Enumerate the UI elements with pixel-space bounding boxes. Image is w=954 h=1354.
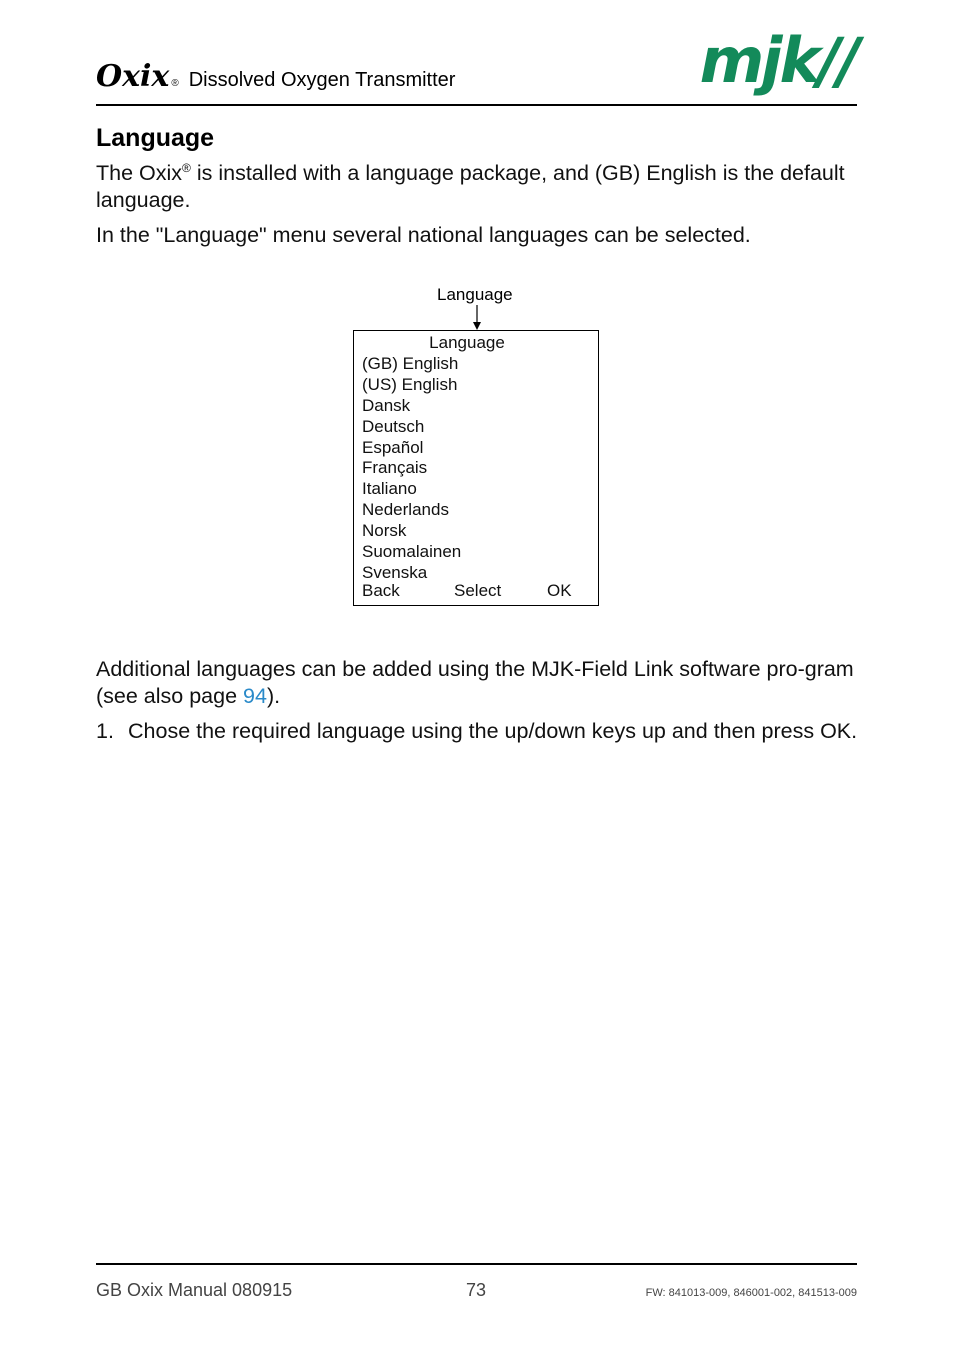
section-title: Language [96,124,215,152]
select-softkey[interactable]: Select [454,581,502,600]
back-softkey[interactable]: Back [362,581,400,600]
language-option-dansk[interactable]: Dansk [362,395,411,415]
document-title: Dissolved Oxygen Transmitter [188,69,456,91]
down-arrow-icon [470,305,484,331]
registered-mark: ® [171,78,179,89]
language-option-norsk[interactable]: Norsk [362,521,407,541]
mjk-logo: mjk// [699,24,857,97]
additional-text-start: Additional languages can be added using the MJK-Field Link software pro-gram (see also page [96,657,854,708]
menu-caption: Language [437,285,513,304]
brand-block [96,59,456,94]
page-reference-link[interactable]: 94 [243,684,267,708]
step-1 [96,718,858,745]
language-option-us-english[interactable]: (US) English [362,374,458,394]
footer-manual-id: GB Oxix Manual 080915 [96,1280,293,1300]
language-option-svenska[interactable]: Svenska [362,562,428,582]
footer-divider [96,1263,857,1265]
oxix-logo: Oxix [96,59,170,94]
language-option-suomalainen[interactable]: Suomalainen [362,542,462,562]
header-divider [96,104,857,106]
page-number: 73 [466,1280,487,1300]
language-option-gb-english[interactable]: (GB) English [362,354,459,373]
intro-paragraph [96,160,858,214]
page-header [96,24,857,106]
step-number: 1. [96,719,114,743]
intro-text-start: The Oxix [96,161,183,185]
language-option-francais[interactable]: Français [362,458,428,478]
language-option-deutsch[interactable]: Deutsch [362,416,425,436]
ok-softkey[interactable]: OK [547,581,572,600]
intro-registered-mark: ® [182,160,191,175]
footer-firmware: FW: 841013-009, 846001-002, 841513-009 [645,1287,857,1299]
menu-title: Language [429,333,505,352]
language-option-italiano[interactable]: Italiano [362,479,417,499]
additional-languages-paragraph [96,656,858,710]
intro-text-end: is installed with a language package, and (GB) English is the default language. [96,161,845,212]
language-list [362,354,461,584]
language-option-nederlands[interactable]: Nederlands [362,500,449,520]
softkey-bar [362,581,590,601]
step-text: Chose the required language using the up/down keys up and then press OK. [128,719,858,743]
language-menu-screen [353,330,599,606]
language-option-espanol[interactable]: Español [362,437,424,457]
additional-text-end: ). [266,684,281,708]
intro-paragraph-2: In the "Language" menu several national languages can be selected. [96,223,751,247]
